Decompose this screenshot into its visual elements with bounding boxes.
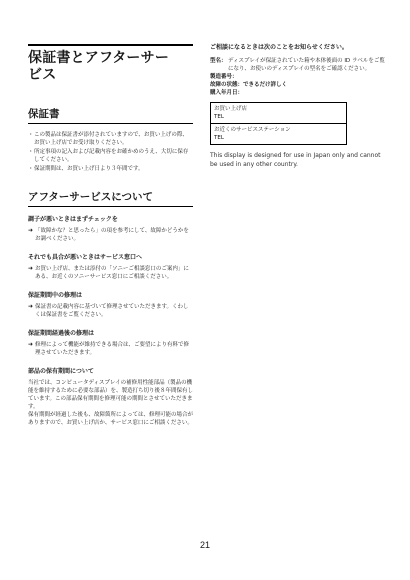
warranty-bullet-text: この製品は保証書が添付されていますので、お買い上げの際、お買い上げ店でお受け取りください。 [34,132,188,146]
contact-row-service-station [211,123,346,144]
warranty-bullet-text: 保証期間は、お買い上げ日より３年間です。 [34,166,144,172]
right-column [210,44,385,175]
warranty-bullet: ・ この製品は保証書が添付されていますので、お買い上げの際、お買い上げ店でお受け取りください。 [28,132,188,146]
section-text-in-warranty: ➜ 保証書の記載内容に基づいて修理させていただきます。くわしくは保証書をご覧ください。 [28,303,189,318]
arrow-right-icon: ➜ [28,303,34,310]
section-title-in-warranty: 保証期間中の修理は [28,292,83,299]
section-title-service-window: それでも具合が悪いときはサービス窓口へ [28,254,143,261]
warranty-bullet: ・ 保証期間は、お買い上げ日より３年間です。 [28,166,144,172]
fault-status-label: 故障の状態：できるだけ詳しく [210,82,288,88]
warranty-bullet-list [28,131,193,173]
section-title-check: 調子が悪いときはまずチェックを [28,216,118,223]
japan-only-note: This display is designed for use in Japan only and cannot be used in any other country. [210,152,381,168]
arrow-right-icon: ➜ [28,227,34,234]
section-text-post-warranty: ➜ 修理によって機能が維持できる場合は、ご要望により有料で修理させていただきます。 [28,341,190,356]
warranty-bullet: ・ 所定事項の記入および記載内容をお確かめのうえ、大切に保存してください。 [28,149,189,163]
warranty-bullet-text: 所定事項の記入および記載内容をお確かめのうえ、大切に保存してください。 [34,149,189,163]
arrow-right-icon: ➜ [28,265,34,272]
contact-station-tel: TEL [214,134,224,141]
left-column [28,44,193,427]
contact-box [210,102,347,145]
section-title-parts: 部品の保有期間について [28,368,94,375]
section-text-check: ➜ 「故障かな？と思ったら」の項を参考にして、故障かどうかをお調べください。 [28,227,189,242]
parts-paragraph-1: 当社では、コンピュータディスプレイの補修用性能部品（製品の機能を維持するために必要な部品）を、製造打ち切り後８年間保有しています。この部品保有期間を修理可能の期間とさせていただきます。 [28,380,194,410]
consultation-intro: ご相談になるときは次のことをお知らせください。 [210,44,348,51]
contact-store-name: お買い上げ店 [214,106,248,112]
contact-store-tel: TEL [214,113,224,120]
section-title-post-warranty: 保証期間経過後の修理は [28,330,95,337]
contact-station-name: お近くのサービスステーション [214,127,291,133]
model-label: 型名： [210,58,227,64]
contact-row-store [211,103,346,123]
model-text: ディスプレイが保証されていた箱や本体後面の ID ラベルをご覧になり、お使いのディスプレイの型名をご確認ください。 [228,58,385,72]
parts-paragraph-2: 保有期間が経過した後も、故障箇所によっては、修理可能の場合がありますので、お買い上げ店か、サービス窓口にご相談ください。 [28,412,194,426]
model-note [210,57,385,73]
page-title [28,44,193,84]
after-service-heading: アフターサービスについて [28,189,193,207]
page-title-line-2: ビス [28,67,57,83]
section-text-service-window: ➜ お買い上げ店、または添付の「ソニーご相談窓口のご案内」にある、お近くのソニーサービス窓口にご相談ください。 [28,265,189,280]
arrow-right-icon: ➜ [28,341,34,348]
page-number: 21 [199,540,210,550]
page-title-line-1: 保証書とアフターサー [28,50,170,66]
purchase-date-label: 購入年月日： [210,90,244,96]
warranty-heading: 保証書 [28,106,193,124]
serial-number-label: 製造番号： [210,74,238,80]
